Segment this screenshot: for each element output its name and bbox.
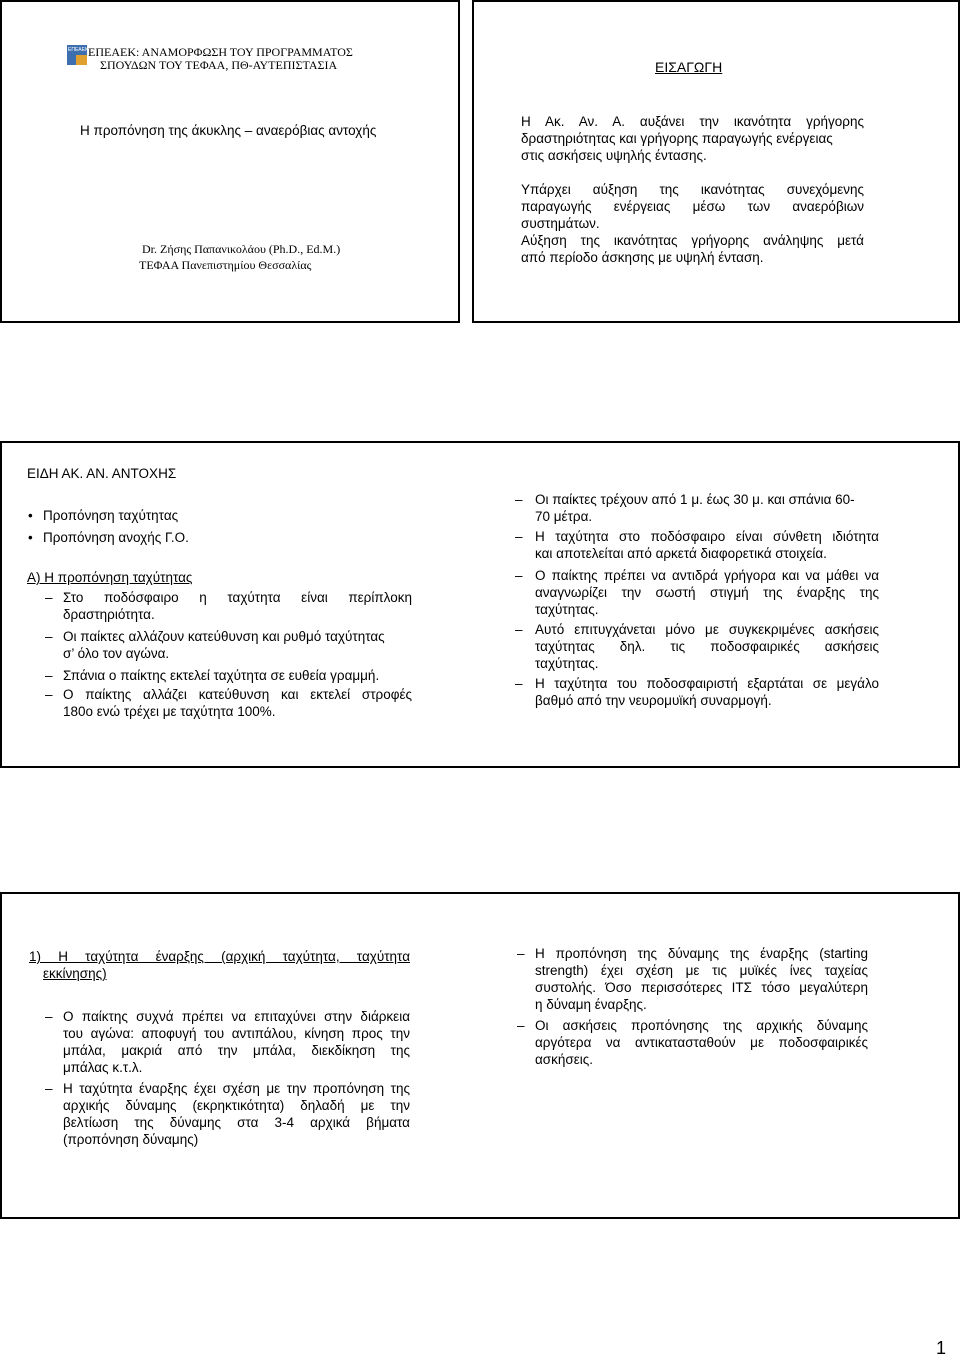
dash-marker: – — [45, 590, 53, 605]
list-item-line: Σπάνια ο παίκτης εκτελεί ταχύτητα σε ευθεία γραμμή. — [63, 668, 380, 683]
paragraph-line: δραστηριότητας και γρήγορης παραγωγής ενέργειας — [521, 131, 833, 146]
list-item-line: και αποτελείται από αρκετά διαφορετικά στοιχεία. — [535, 546, 827, 561]
list-item-line: βαθμό από την νευρομυϊκή συναρμογή. — [535, 693, 772, 708]
logo-accent-shape — [76, 55, 87, 65]
list-item-line: (προπόνηση δύναμης) — [63, 1132, 199, 1147]
dash-marker: – — [515, 676, 523, 691]
paragraph-line: στις ασκήσεις υψηλής έντασης. — [521, 148, 707, 163]
author-name: Dr. Ζήσης Παπανικολάου (Ph.D., Ed.M.) — [142, 242, 341, 256]
list-item-line: Στο ποδόσφαιρο η ταχύτητα είναι περίπλοκη — [63, 590, 412, 605]
list-item-line: αρχικής δύναμης (εκρηκτικότητα) δηλαδή με την — [63, 1098, 410, 1113]
paragraph-line: Υπάρχει αύξηση της ικανότητας συνεχόμενης — [521, 182, 864, 197]
dash-marker: – — [45, 1009, 53, 1024]
dash-marker: – — [515, 568, 523, 583]
section-heading: εκκίνησης) — [43, 966, 107, 981]
dash-marker: – — [515, 492, 523, 507]
page-number: 1 — [935, 1338, 946, 1358]
list-item-line: συστολής. Όσο περισσότερες ΙΤΣ τόσο μεγαλύτερη — [535, 980, 868, 995]
dash-marker: – — [45, 687, 53, 702]
list-item-line: δραστηριότητα. — [63, 607, 155, 622]
list-item-line: σ’ όλο τον αγώνα. — [63, 646, 170, 661]
paragraph-line: παραγωγής ενέργειας μέσω των αναερόβιων — [521, 199, 864, 214]
program-header-line2: ΣΠΟΥΔΩΝ ΤΟΥ ΤΕΦΑΑ, ΠΘ-ΑΥΤΕΠΙΣΤΑΣΙΑ — [100, 58, 338, 72]
list-item-line: strength) έχει σχέση με τις μυϊκές ίνες ταχείας — [535, 963, 868, 978]
dash-marker: – — [517, 1018, 525, 1033]
list-item-line: Η ταχύτητα του ποδοσφαιριστή εξαρτάται σε μεγάλο — [535, 676, 879, 691]
section-heading: 1) Η ταχύτητα έναρξης (αρχική ταχύτητα, ταχύτητα — [29, 949, 410, 964]
list-item-line: Ο παίκτης πρέπει να αντιδρά γρήγορα και να μάθει να — [535, 568, 879, 583]
list-item-line: Οι παίκτες τρέχουν από 1 μ. έως 30 μ. και σπάνια 60- — [535, 492, 855, 507]
bullet-dot: • — [28, 530, 33, 545]
slide-heading: ΕΙΔΗ ΑΚ. ΑΝ. ΑΝΤΟΧΗΣ — [27, 466, 177, 481]
paragraph-line: Αύξηση της ικανότητας γρήγορης ανάληψης μετά — [521, 233, 864, 248]
slide-introduction — [472, 0, 960, 323]
list-item-line: Αυτό επιτυγχάνεται μόνο με συγκεκριμένες ασκήσεις — [535, 622, 879, 637]
list-item-line: αναγνωρίζει την σωστή στιγμή της έναρξης της — [535, 585, 879, 600]
program-header-line1: ΕΠΕΑΕΚ: ΑΝΑΜΟΡΦΩΣΗ ΤΟΥ ΠΡΟΓΡΑΜΜΑΤΟΣ — [88, 45, 353, 59]
list-item-line: Ο παίκτης συχνά πρέπει να επιταχύνει στην διάρκεια — [63, 1009, 410, 1024]
list-item-line: ταχύτητας δηλ. τις ποδοσφαιρικές ασκήσεις — [535, 639, 879, 654]
slide-heading: ΕΙΣΑΓΩΓΗ — [655, 59, 723, 75]
list-item-line: Η ταχύτητα στο ποδόσφαιρο είναι σύνθετη ιδιότητα — [535, 529, 879, 544]
list-item-line: Ο παίκτης αλλάζει κατεύθυνση και εκτελεί στροφές — [63, 687, 412, 702]
logo-text: ΕΠΕΑΕΚ — [68, 47, 89, 53]
list-item-line: ταχύτητας. — [535, 602, 599, 617]
author-affiliation: ΤΕΦΑΑ Πανεπιστημίου Θεσσαλίας — [139, 258, 312, 272]
dash-marker: – — [45, 629, 53, 644]
dash-marker: – — [515, 622, 523, 637]
epeaek-logo — [67, 45, 87, 65]
list-item-line: Οι ασκήσεις προπόνησης της αρχικής δύναμης — [535, 1018, 868, 1033]
paragraph-line: από περίοδο άσκησης με υψηλή ένταση. — [521, 250, 764, 265]
list-item-line: μπάλας κ.τ.λ. — [63, 1060, 143, 1075]
dash-marker: – — [45, 668, 53, 683]
list-item-line: Οι παίκτες αλλάζουν κατεύθυνση και ρυθμό ταχύτητας — [63, 629, 385, 644]
list-item-line: Η ταχύτητα έναρξης έχει σχέση με την προπόνηση της — [63, 1081, 410, 1096]
paragraph-line: Η Ακ. Αν. Α. αυξάνει την ικανότητα γρήγορης — [521, 114, 864, 129]
list-item-line: μπάλα, μακριά από την μπάλα, διεκδίκηση της — [63, 1043, 410, 1058]
list-item-line: ασκήσεις. — [535, 1052, 594, 1067]
dash-marker: – — [517, 946, 525, 961]
list-item-line: 180ο ενώ τρέχει με ταχύτητα 100%. — [63, 704, 276, 719]
list-item-line: 70 μέτρα. — [535, 509, 593, 524]
list-item-line: αργότερα να αντικατασταθούν με ποδοσφαιρικές — [535, 1035, 868, 1050]
bullet-item: Προπόνηση ταχύτητας — [43, 508, 179, 523]
list-item-line: του αγώνα: αποφυγή του αντιπάλου, κίνηση προς την — [63, 1026, 410, 1041]
dash-marker: – — [45, 1081, 53, 1096]
paragraph-line: συστημάτων. — [521, 216, 600, 231]
list-item-line: ταχύτητας. — [535, 656, 599, 671]
list-item-line: βελτίωση της δύναμης στα 3-4 αρχικά βήματα — [63, 1115, 410, 1130]
slide-title — [0, 0, 460, 323]
dash-marker: – — [515, 529, 523, 544]
section-heading: Α) Η προπόνηση ταχύτητας — [27, 570, 193, 585]
bullet-dot: • — [28, 508, 33, 523]
slide-starting-speed — [0, 892, 960, 1219]
slide-speed-types — [0, 441, 960, 768]
bullet-item: Προπόνηση ανοχής Γ.Ο. — [43, 530, 189, 545]
list-item-line: η δύναμη έναρξης. — [535, 997, 647, 1012]
list-item-line: Η προπόνηση της δύναμης της έναρξης (starting — [535, 946, 868, 961]
presentation-title: Η προπόνηση της άκυκλης – αναερόβιας αντοχής — [80, 123, 377, 138]
